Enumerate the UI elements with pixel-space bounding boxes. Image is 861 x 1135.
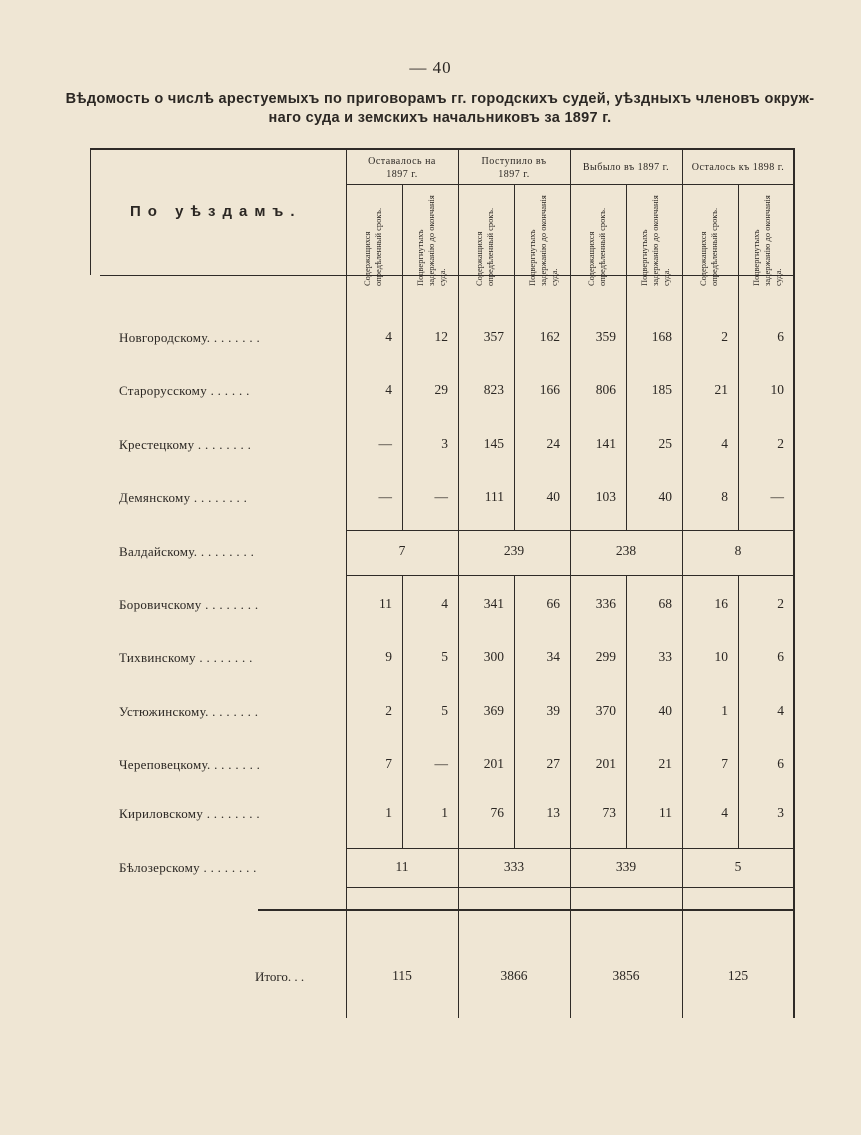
cell: 4 bbox=[777, 703, 784, 718]
cell: 103 bbox=[595, 489, 616, 504]
cell: 4 bbox=[441, 596, 448, 611]
merged-cell: 238 bbox=[615, 543, 637, 558]
group-header-remaining-1898: Осталось къ 1898 г. bbox=[691, 162, 785, 173]
cell: 76 bbox=[490, 805, 504, 820]
subheader-detained-1: Подвергнутыхъ задержанію до окончанія суда. bbox=[415, 195, 447, 286]
cell: 66 bbox=[546, 596, 560, 611]
cell: 300 bbox=[483, 649, 504, 664]
cell: — bbox=[770, 489, 784, 504]
cell: 4 bbox=[721, 436, 728, 451]
cell: 33 bbox=[658, 649, 672, 664]
cell: 2 bbox=[777, 596, 784, 611]
col-rule-3 bbox=[514, 184, 515, 530]
cell: 166 bbox=[539, 382, 560, 397]
merged-cell: 11 bbox=[395, 859, 409, 874]
row-label: Кириловскому . . . . . . . . bbox=[119, 806, 260, 821]
total-label: Итого. . . bbox=[255, 969, 305, 984]
col-rule-7 bbox=[738, 184, 739, 530]
title-line-2: наго суда и земскихъ начальниковъ за 1897 г. bbox=[268, 110, 612, 126]
cell: 21 bbox=[714, 382, 728, 397]
cell: 40 bbox=[658, 703, 672, 718]
cell: 6 bbox=[777, 756, 784, 771]
merged-cell: 239 bbox=[503, 543, 525, 558]
total-cell: 115 bbox=[392, 968, 412, 983]
cell: 806 bbox=[595, 382, 616, 397]
total-cell: 3856 bbox=[612, 968, 640, 983]
cell: 1 bbox=[441, 805, 448, 820]
subheader-fixed-term-1: Содержащихся опредѣленный срокъ. bbox=[362, 207, 383, 286]
cell: — bbox=[434, 489, 448, 504]
row-label: Устюжинскому. . . . . . . . bbox=[119, 704, 259, 719]
col-rule-1 bbox=[402, 184, 403, 530]
cell: 10 bbox=[770, 382, 784, 397]
cell: 201 bbox=[595, 756, 616, 771]
cell: 5 bbox=[441, 649, 448, 664]
cell: 2 bbox=[721, 329, 728, 344]
cell: 336 bbox=[595, 596, 616, 611]
row-label: Череповецкому. . . . . . . . bbox=[119, 757, 261, 772]
cell: 8 bbox=[721, 489, 728, 504]
col-rule-4 bbox=[570, 148, 571, 1018]
cell: 4 bbox=[385, 382, 392, 397]
total-top-rule bbox=[258, 909, 794, 911]
cell: 39 bbox=[546, 703, 560, 718]
cell: 27 bbox=[546, 756, 560, 771]
subheader-fixed-term-4: Содержащихся опредѣленный срокъ. bbox=[698, 207, 719, 286]
cell: 7 bbox=[385, 756, 392, 771]
subheader-detained-3: Подвергнутыхъ задержанію до окончанія суда. bbox=[639, 195, 671, 286]
cell: — bbox=[378, 489, 392, 504]
cell: 13 bbox=[546, 805, 560, 820]
cell: 3 bbox=[777, 805, 784, 820]
page-title bbox=[60, 90, 820, 128]
cell: — bbox=[434, 756, 448, 771]
cell: 5 bbox=[441, 703, 448, 718]
cell: 7 bbox=[721, 756, 728, 771]
cell: 185 bbox=[651, 382, 672, 397]
cell: 359 bbox=[595, 329, 616, 344]
districts-header: По уѣздамъ. bbox=[130, 203, 302, 220]
cell: 11 bbox=[379, 596, 392, 611]
cell: 24 bbox=[546, 436, 560, 451]
cell: 141 bbox=[595, 436, 616, 451]
cell: — bbox=[378, 436, 392, 451]
cell: 168 bbox=[651, 329, 672, 344]
merged-cell: 5 bbox=[734, 859, 742, 874]
col-rule-0 bbox=[346, 148, 347, 1018]
table-top-rule bbox=[90, 148, 795, 150]
cell: 73 bbox=[602, 805, 616, 820]
cell: 29 bbox=[434, 382, 448, 397]
merged-cell: 339 bbox=[615, 859, 637, 874]
title-line-1: Вѣдомость о числѣ арестуемыхъ по приговорамъ гг. городскихъ судей, уѣздныхъ членовъ окруж- bbox=[65, 91, 815, 107]
table-left-rule bbox=[90, 148, 91, 275]
merged-cell: 7 bbox=[398, 543, 406, 558]
col-rule-2 bbox=[458, 148, 459, 1018]
group-header-received-1897: Поступило въ 1897 г. bbox=[481, 156, 547, 180]
cell: 21 bbox=[658, 756, 672, 771]
subheader-detained-2: Подвергнутыхъ задержанію до окончанія суда. bbox=[527, 195, 559, 286]
cell: 162 bbox=[539, 329, 560, 344]
cell: 2 bbox=[385, 703, 392, 718]
cell: 4 bbox=[721, 805, 728, 820]
total-cell: 125 bbox=[727, 968, 749, 983]
col-rule-6 bbox=[682, 148, 683, 1018]
subheader-detained-4: Подвергнутыхъ задержанію до окончанія суда. bbox=[751, 195, 783, 286]
group-header-released-1897: Выбыло въ 1897 г. bbox=[582, 162, 670, 173]
cell: 341 bbox=[483, 596, 504, 611]
cell: 1 bbox=[385, 805, 392, 820]
cell: 823 bbox=[483, 382, 504, 397]
cell: 16 bbox=[714, 596, 728, 611]
row-label: Бѣлозерскому . . . . . . . . bbox=[119, 860, 257, 875]
page-number: — 40 bbox=[409, 58, 452, 77]
row-label: Крестецкому . . . . . . . . bbox=[119, 437, 252, 452]
cell: 4 bbox=[385, 329, 392, 344]
cell: 12 bbox=[434, 329, 448, 344]
row-label: Валдайскому. . . . . . . . . bbox=[119, 544, 255, 559]
cell: 1 bbox=[721, 703, 728, 718]
cell: 299 bbox=[595, 649, 616, 664]
cell: 10 bbox=[714, 649, 728, 664]
cell: 2 bbox=[777, 436, 784, 451]
cell: 11 bbox=[659, 805, 672, 820]
cell: 34 bbox=[546, 649, 560, 664]
group-header-remaining-1897: Оставалось на 1897 г. bbox=[368, 156, 436, 180]
cell: 357 bbox=[483, 329, 504, 344]
cell: 25 bbox=[658, 436, 672, 451]
cell: 9 bbox=[385, 649, 392, 664]
cell: 3 bbox=[441, 436, 448, 451]
row-label: Старорусскому . . . . . . bbox=[119, 383, 250, 398]
col-rule-5 bbox=[626, 184, 627, 530]
cell: 145 bbox=[483, 436, 504, 451]
row-label: Демянскому . . . . . . . . bbox=[119, 490, 248, 505]
cell: 369 bbox=[483, 703, 504, 718]
merged-cell: 333 bbox=[503, 859, 525, 874]
cell: 6 bbox=[777, 329, 784, 344]
cell: 68 bbox=[658, 596, 672, 611]
total-cell: 3866 bbox=[500, 968, 528, 983]
subheader-fixed-term-3: Содержащихся опредѣленный срокъ. bbox=[586, 207, 607, 286]
subheader-fixed-term-2: Содержащихся опредѣленный срокъ. bbox=[474, 207, 495, 286]
cell: 6 bbox=[777, 649, 784, 664]
cell: 40 bbox=[546, 489, 560, 504]
cell: 370 bbox=[595, 703, 616, 718]
merged-cell: 8 bbox=[734, 543, 742, 558]
row-label: Новгородскому. . . . . . . . bbox=[119, 330, 261, 345]
row-label: Тихвинскому . . . . . . . . bbox=[119, 650, 253, 665]
cell: 40 bbox=[658, 489, 672, 504]
cell: 201 bbox=[483, 756, 504, 771]
row-label: Боровичскому . . . . . . . . bbox=[119, 597, 259, 612]
cell: 111 bbox=[484, 489, 504, 504]
